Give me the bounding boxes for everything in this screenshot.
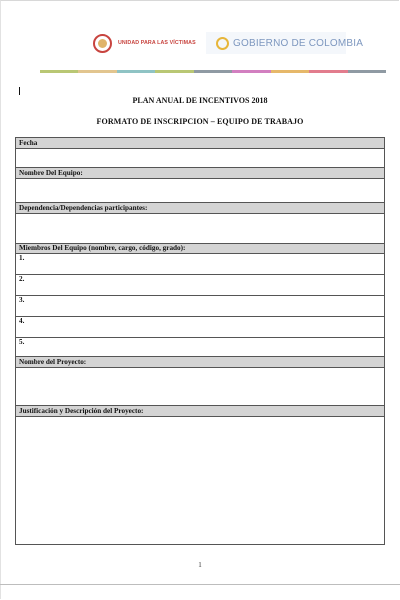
dependencia-label: Dependencia/Dependencias participantes: <box>16 203 384 214</box>
gobierno-logo <box>206 32 364 54</box>
document-title: PLAN ANUAL DE INCENTIVOS 2018 <box>132 96 268 105</box>
color-stripe <box>40 70 386 73</box>
stripe-segment <box>155 70 193 73</box>
stripe-segment <box>117 70 155 73</box>
equipo-label: Nombre Del Equipo: <box>16 168 384 179</box>
stripe-segment <box>348 70 386 73</box>
registration-form-table <box>15 137 385 545</box>
member-row-5[interactable]: 5. <box>16 338 384 357</box>
text-cursor <box>19 87 20 95</box>
victimas-logo <box>93 32 197 54</box>
miembros-label: Miembros Del Equipo (nombre, cargo, código, grado): <box>16 244 384 254</box>
gobierno-logo-text: GOBIERNO DE COLOMBIA <box>233 37 364 49</box>
fecha-field[interactable] <box>16 149 384 168</box>
member-row-2[interactable]: 2. <box>16 275 384 296</box>
justificacion-field[interactable] <box>16 417 384 544</box>
equipo-field[interactable] <box>16 179 384 203</box>
member-row-1[interactable]: 1. <box>16 254 384 275</box>
stripe-segment <box>40 70 78 73</box>
stripe-segment <box>232 70 270 73</box>
emblem-icon <box>216 37 229 50</box>
proyecto-field[interactable] <box>16 368 384 406</box>
document-subtitle: FORMATO DE INSCRIPCION – EQUIPO DE TRABAJO <box>96 117 304 126</box>
member-row-3[interactable]: 3. <box>16 296 384 317</box>
stripe-segment <box>78 70 116 73</box>
fecha-label: Fecha <box>16 138 384 149</box>
seal-icon <box>93 34 112 53</box>
proyecto-label: Nombre del Proyecto: <box>16 357 384 368</box>
victimas-logo-text: UNIDAD PARA LAS VÍCTIMAS <box>118 40 196 46</box>
member-row-4[interactable]: 4. <box>16 317 384 338</box>
stripe-segment <box>271 70 309 73</box>
stripe-segment <box>194 70 232 73</box>
justificacion-label: Justificación y Descripción del Proyecto: <box>16 406 384 417</box>
dependencia-field[interactable] <box>16 214 384 244</box>
page-number: 1 <box>198 561 202 569</box>
page-bottom-rule <box>0 584 400 585</box>
stripe-segment <box>309 70 347 73</box>
